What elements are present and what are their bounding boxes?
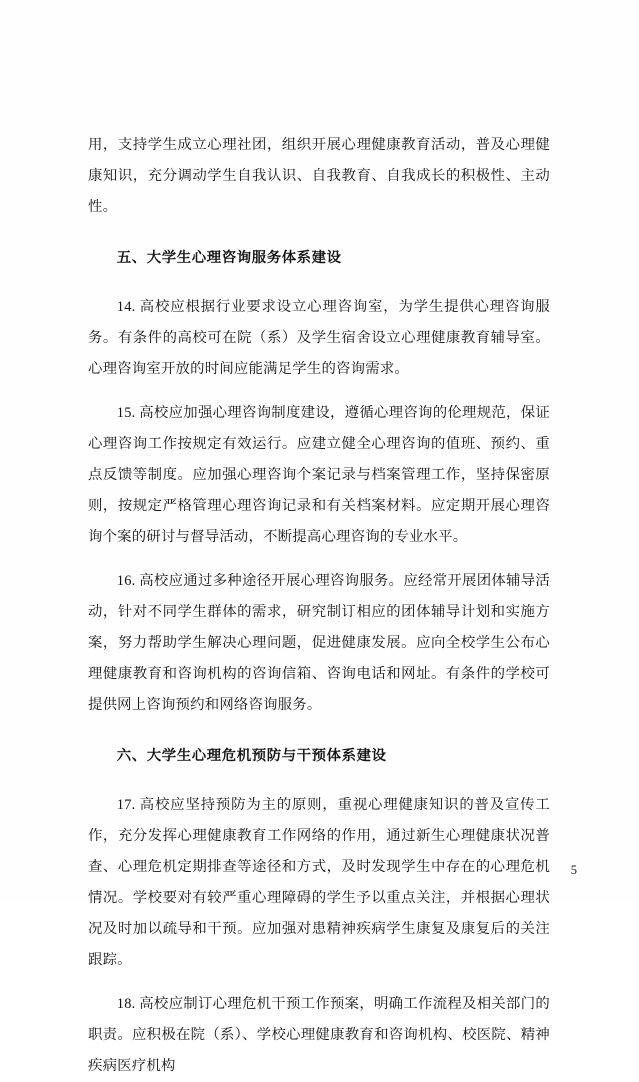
section-heading-five: 五、大学生心理咨询服务体系建设: [116, 250, 342, 266]
spacer: [88, 976, 550, 989]
page-content: [88, 130, 550, 1082]
spacer: [88, 721, 550, 741]
spacer: [88, 274, 550, 292]
list-item-14: 14. 高校应根据行业要求设立心理咨询室，为学生提供心理咨询服务。有条件的高校可在院（系）及学生宿舍设立心理健康教育辅导室。心理咨询室开放的时间应能满足学生的咨询需求。: [88, 299, 550, 377]
list-item-15: 15. 高校应加强心理咨询制度建设，遵循心理咨询的伦理规范，保证心理咨询工作按规定有效运行。应建立健全心理咨询的值班、预约、重点反馈等制度。应加强心理咨询个案记录与档案管理工作，坚持保密原则，按规定严格管理心理咨询记录和有关档案材料。应定期开展心理咨询个案的研讨与督导活动，不断提高心理咨询的专业水平。: [88, 405, 550, 545]
page-number: 5: [570, 863, 577, 877]
section-heading-six: 六、大学生心理危机预防与干预体系建设: [116, 748, 387, 764]
spacer: [88, 223, 550, 243]
list-item-18: 18. 高校应制订心理危机干预工作预案，明确工作流程及相关部门的职责。应积极在院（系）、学校心理健康教育和咨询机构、校医院、精神疾病医疗机构: [88, 996, 550, 1074]
spacer: [88, 772, 550, 790]
list-item-16: 16. 高校应通过多种途径开展心理咨询服务。应经常开展团体辅导活动，针对不同学生群体的需求，研究制订相应的团体辅导计划和实施方案，努力帮助学生解决心理问题，促进健康发展。应向全校学生公布心理健康教育和咨询机构的咨询信箱、咨询电话和网址。有条件的学校可提供网上咨询预约和网络咨询服务。: [88, 573, 550, 713]
paragraph-continued: 用，支持学生成立心理社团，组织开展心理健康教育活动，普及心理健康知识，充分调动学生自我认识、自我教育、自我成长的积极性、主动性。: [88, 137, 550, 215]
spacer: [88, 385, 550, 398]
spacer: [88, 553, 550, 566]
list-item-17: 17. 高校应坚持预防为主的原则，重视心理健康知识的普及宣传工作，充分发挥心理健康教育工作网络的作用，通过新生心理健康状况普查、心理危机定期排查等途径和方式，及时发现学生中存在的心理危机情况。学校要对有较严重心理障碍的学生予以重点关注，并根据心理状况及时加以疏导和干预。应加强对患精神疾病学生康复及康复后的关注跟踪。: [88, 797, 550, 968]
